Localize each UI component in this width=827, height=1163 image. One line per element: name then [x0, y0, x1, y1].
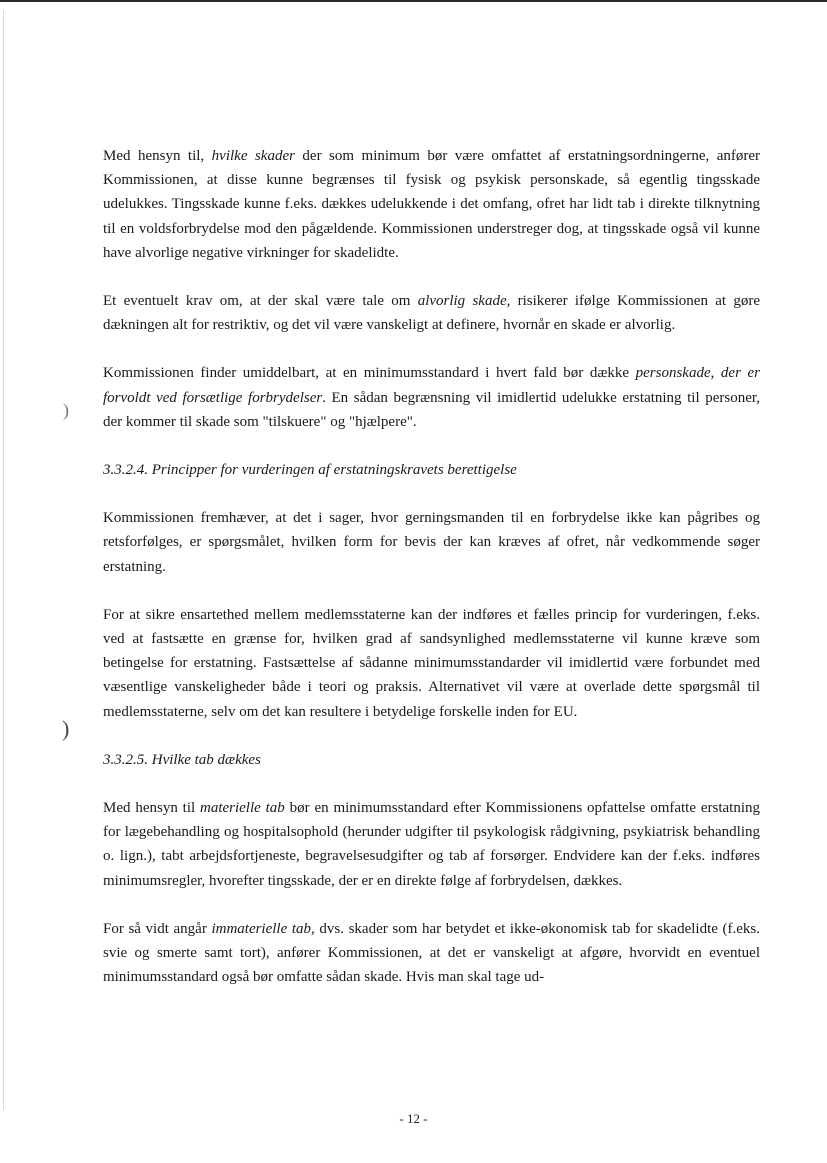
text-run: For så vidt angår	[103, 920, 212, 937]
text-run: Med hensyn til	[103, 800, 200, 817]
left-scan-edge	[3, 10, 4, 1110]
paragraph	[103, 144, 760, 265]
top-scan-rule	[0, 0, 827, 2]
text-run: Kommissionen finder umiddelbart, at en minimumsstandard i hvert fald bør dække	[103, 365, 636, 382]
emphasis-text: hvilke skader	[211, 148, 295, 164]
emphasis-text: alvorlig skade	[417, 293, 507, 310]
text-run: . En sådan begrænsning vil imidlertid udelukke erstatning til personer, der kommer til skade som "tilskuere" og "hjælpere".	[103, 389, 760, 430]
text-run: For at sikre ensartethed mellem medlemsstaterne kan der indføres et fælles princip for vurderingen, f.eks. ved at fastsætte en grænse for, hvilken grad af sandsynlighed medlemsstaterne vil kunne kræve som betingelse for erstatning. Fastsættelse af sådanne minimumsstandarder vil imidlertid være forbundet med væsentlige vanskeligheder både i teori og praksis. Alternativet vil være at overlade dette spørgsmål til medlemsstaterne, selv om det kan resultere i betydelige forskelle inden for EU.	[103, 606, 760, 720]
document-body	[103, 144, 760, 989]
text-run: der som minimum bør være omfattet af erstatningsordningerne, anfører Kommissionen, at disse kunne begrænses til fysisk og psykisk personskade, så egentlig tingsskade udelukkes. Tingsskade kunne f.eks. dækkes udelukkende i det omfang, ofret har lidt tab i direkte tilknytning til en voldsforbrydelse mod den pågældende. Kommissionen understreger dog, at tingsskade også vil kunne have alvorlige negative virkninger for skadelidte.	[103, 148, 760, 261]
text-run: bør en minimumsstandard efter Kommissionens opfattelse omfatte erstatning for lægebehandling og hospitalsophold (herunder udgifter til psykologisk rådgivning, psykiatrisk behandling o. lign.), tabt arbejdsfortjeneste, begravelsesudgifter og tab af forsørger. Endvidere kan der f.eks. indføres minimumsregler, hvorefter tingsskade, der er en direkte følge af forbrydelsen, dækkes.	[103, 800, 760, 889]
text-run: Et eventuelt krav om, at der skal være tale om	[103, 293, 418, 310]
paragraph	[103, 361, 760, 434]
paragraph	[103, 917, 760, 990]
text-run: , risikerer ifølge Kommissionen at gøre dækningen alt for restriktiv, og det vil være vanskeligt at definere, hvornår en skade er alvorlig.	[103, 293, 760, 334]
margin-mark: )	[63, 400, 69, 420]
margin-mark: )	[62, 716, 70, 741]
page-number: - 12 -	[399, 1111, 428, 1126]
paragraph	[103, 506, 760, 579]
text-run: 3.3.2.5. Hvilke tab dækkes	[103, 751, 261, 768]
paragraph	[103, 289, 760, 337]
text-run: Med hensyn til,	[103, 148, 212, 164]
text-run: 3.3.2.4. Principper for vurderingen af erstatningskravets berettigelse	[103, 462, 517, 479]
section-heading	[103, 748, 760, 772]
paragraph	[103, 603, 760, 724]
emphasis-text: materielle tab	[199, 800, 285, 817]
emphasis-text: personskade, der er forvoldt ved forsætlige forbrydelser	[103, 365, 760, 406]
emphasis-text: immaterielle tab,	[211, 920, 315, 937]
text-run: Kommissionen fremhæver, at det i sager, hvor gerningsmanden til en forbrydelse ikke kan pågribes og retsforfølges, er spørgsmålet, hvilken form for bevis der kan kræves af ofret, når vedkommende søger erstatning.	[103, 510, 760, 575]
section-heading	[103, 458, 760, 482]
text-run: dvs. skader som har betydet et ikke-økonomisk tab for skadelidte (f.eks. svie og smerte samt tort), anfører Kommissionen, at det er vanskeligt at afgøre, hvorvidt en eventuel minimumsstandard også bør omfatte sådan skade. Hvis man skal tage ud-	[103, 920, 760, 986]
paragraph	[103, 796, 760, 893]
